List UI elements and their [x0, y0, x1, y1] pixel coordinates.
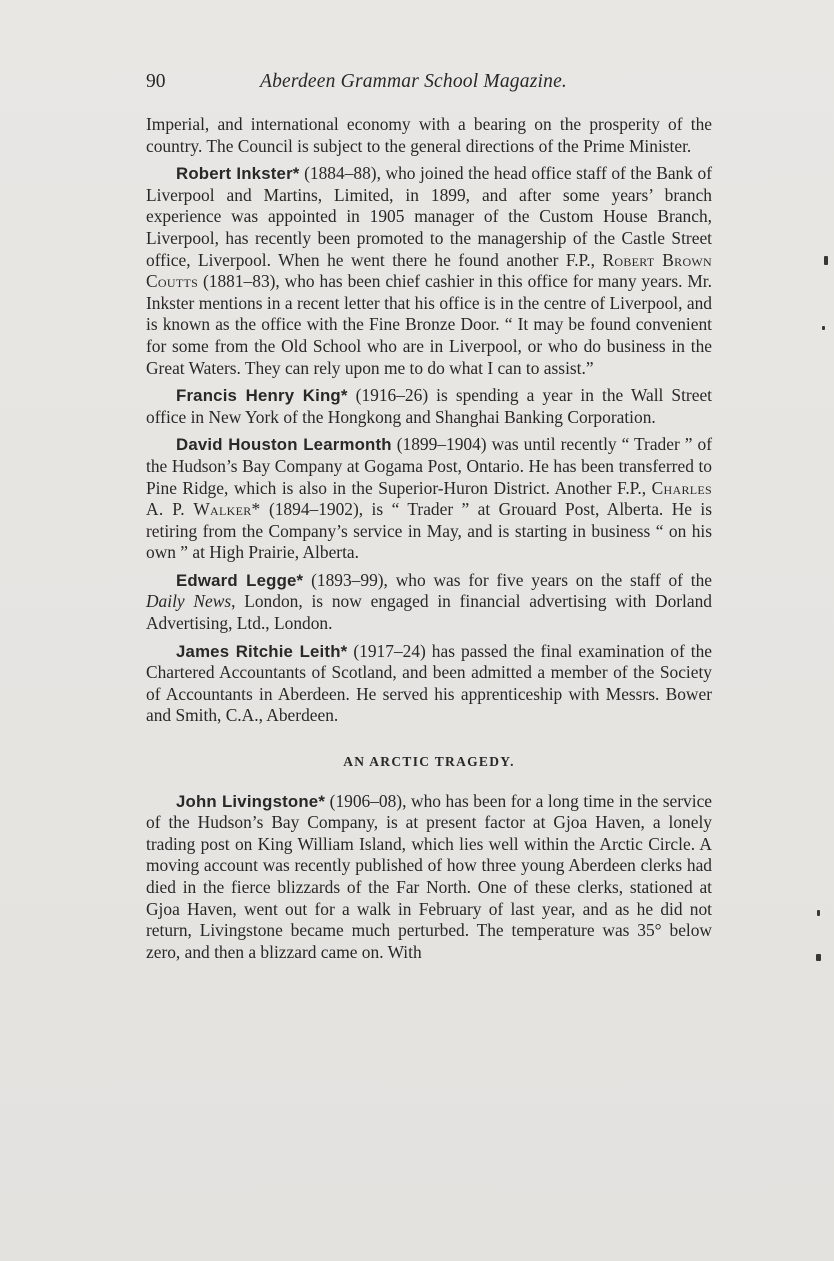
page-number: 90 [146, 71, 166, 92]
paragraph-text: (1881–83), who has been chief cashier in this office for many years. Mr. Inkster mentions in a recent letter that his office is in the centre of Liverpool, and is known as the office with the Fine Bronze Door. “ It may be found convenient for some from the Old School who are in Liverpool, or who do business in the Great Waters. They can rely upon me to do what I can to assist.” [146, 271, 712, 378]
person-name-smallcaps: Robert Brown Coutts [146, 249, 712, 292]
paragraph-king [146, 385, 712, 428]
paragraph-continuation [146, 114, 712, 157]
margin-mark [824, 256, 828, 265]
person-name: James Ritchie Leith* [176, 641, 348, 661]
paragraph-text: (1894–1902), is “ Trader ” at Grouard Post, Alberta. He is retiring from the Company’s service in May, and is starting in business “ on his own ” at High Prairie, Alberta. [146, 499, 712, 563]
paragraph-text: (1916–26) is spending a year in the Wall Street office in New York of the Hongkong and Shanghai Banking Corporation. [146, 385, 712, 427]
paragraph-text: (1906–08), who has been for a long time in the service of the Hudson’s Bay Company, is at present factor at Gjoa Haven, a lonely trading post on King William Island, which lies well within the Arctic Circle. A moving account was recently published of how three young Aberdeen clerks had died in the fierce blizzards of the Far North. One of these clerks, stationed at Gjoa Haven, went out for a walk in February of last year, and as he did not return, Livingstone became much perturbed. The temperature was 35° below zero, and then a blizzard came on. With [146, 790, 713, 962]
paragraph-livingstone [146, 791, 712, 964]
article-body [146, 114, 712, 963]
person-name-smallcaps: Charles A. P. Walker* [146, 477, 712, 520]
paragraph-learmonth [146, 434, 712, 564]
person-name: Edward Legge* [176, 570, 304, 590]
paragraph-text: (1884–88), who joined the head office staff of the Bank of Liverpool and Martins, Limited, in 1899, and after some years’ branch experience was appointed in 1905 manager of the Custom House Branch, Liverpool, has recently been promoted to the managership of the Castle Street office, Liverpool. When he went there he found another F.P., [146, 163, 712, 270]
running-title: Aberdeen Grammar School Magazine. [260, 71, 567, 92]
paragraph-text: , London, is now engaged in financial advertising with Dorland Advertising, Ltd., London. [146, 591, 712, 634]
person-name: John Livingstone* [176, 791, 326, 811]
paragraph-leith [146, 641, 712, 727]
newspaper-title: Daily News [146, 591, 232, 612]
paragraph-legge [146, 570, 712, 635]
paragraph-inkster [146, 163, 712, 379]
person-name: Robert Inkster* [176, 164, 300, 184]
section-heading: AN ARCTIC TRAGEDY. [343, 754, 515, 770]
margin-mark [822, 326, 825, 330]
margin-mark [816, 954, 821, 961]
margin-mark [817, 910, 820, 916]
person-name: Francis Henry King* [176, 386, 348, 406]
paragraph-text: (1893–99), who was for five years on the staff of the [303, 569, 712, 590]
paragraph-text: (1917–24) has passed the final examination of the Chartered Accountants of Scotland, and been admitted a member of the Society of Accountants in Aberdeen. He served his apprenticeship with Messrs. Bower and Smith, C.A., Aberdeen. [146, 640, 712, 726]
person-name: David Houston Learmonth [176, 435, 392, 455]
paragraph-text: (1899–1904) was until recently “ Trader ” of the Hudson’s Bay Company at Gogama Post, Ontario. He has been transferred to Pine Ridge, which is also in the Superior-Huron District. Another F.P., [146, 434, 713, 498]
page-header [146, 71, 716, 99]
paragraph-text: Imperial, and international economy with a bearing on the prosperity of the country. The Council is subject to the general directions of the Prime Minister. [146, 114, 712, 156]
